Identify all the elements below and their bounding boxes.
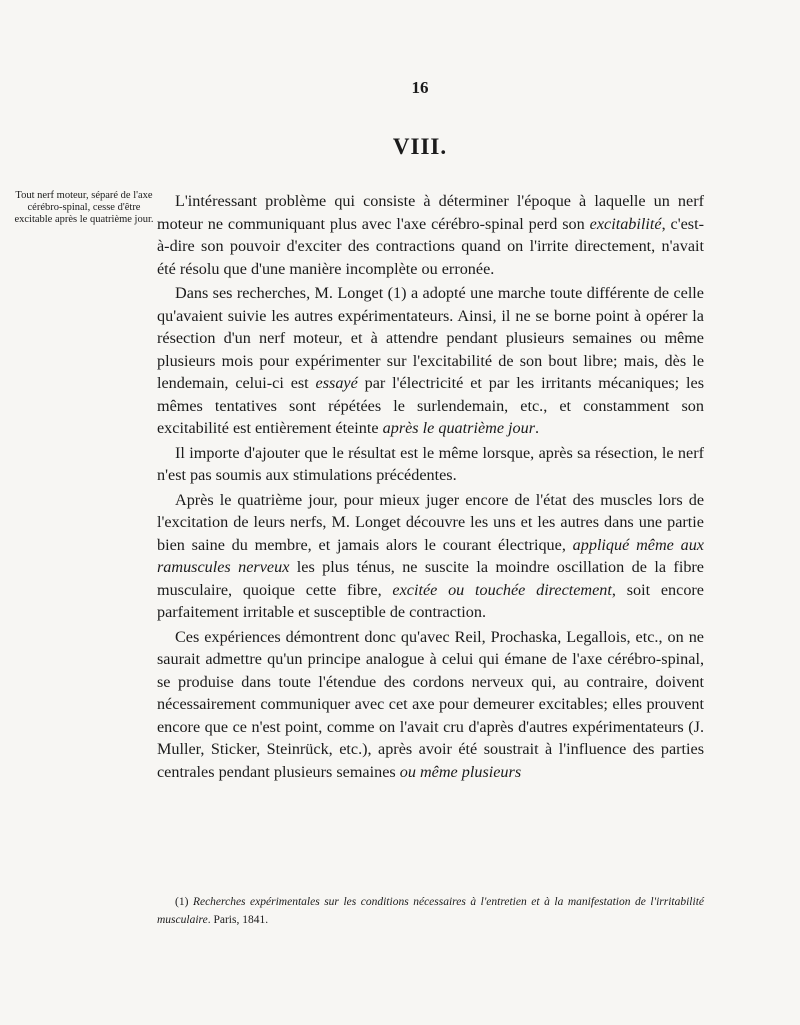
paragraph [157,626,704,784]
text-run: . [535,419,540,437]
italic-text: après le quatrième jour [382,419,536,437]
text-run: Après le quatrième jour, pour mieux juger encore de l'état des muscles lors de l'excitation de leurs nerfs, M. Longet découvre les uns et les autres dans une partie bien saine du membre, et jamais alors le courant électrique, [157,490,704,554]
paragraph [157,489,704,624]
section-title: VIII. [392,134,448,159]
italic-text: ou même plusieurs [399,762,522,781]
page-number: 16 [411,78,429,97]
text-run: Il importe d'ajouter que le résultat est le même lorsque, après sa résection, le nerf n'est pas soumis aux stimulations précédentes. [157,443,704,484]
paragraph [157,282,704,440]
text-run: . Paris, 1841. [207,914,269,926]
italic-text: appliqué même aux ramuscules nerveux [157,535,704,576]
text-run: L'intéressant problème qui consiste à déterminer l'époque à laquelle un nerf moteur ne communiquant plus avec l'axe cérébro-spinal perd son [157,192,704,233]
italic-text: excitabilité [589,214,662,233]
text-run: (1) [175,896,193,908]
text-run: les plus ténus, ne suscite la moindre oscillation de la fibre musculaire, quoique cette fibre, [157,558,704,599]
text-run: Ces expériences démontrent donc qu'avec Reil, Prochaska, Legallois, etc., on ne saurait admettre qu'un principe analogue à celui qui émane de l'axe cérébro-spinal, se produise dans toute l'étendue des cordons nerveux qui, au contraire, doivent nécessairement communiquer avec cet axe pour demeurer excitables; elles prouvent encore que ce n'est point, comme on l'avait cru d'après d'autres expérimentateurs (J. Muller, Sticker, Steinrück, etc.), après avoir été soustrait à l'influence des parties centrales pendant plusieurs semaines [157,627,704,781]
paragraph [157,442,704,487]
italic-text: excitée ou touchée directement [392,580,612,599]
margin-note: Tout nerf moteur, séparé de l'axe cérébro-spinal, cesse d'être excitable après le quatrième jour. [14,190,154,225]
text-run: , c'est-à-dire son pouvoir d'exciter des contractions quand on l'irrite directement, n'avait été résolu que d'une manière incomplète ou erronée. [157,214,704,278]
text-run: par l'électricité et par les irritants mécaniques; les mêmes tentatives sont répétées le surlendemain, etc., et constamment son excitabilité est entièrement éteinte [157,374,704,437]
footnote [157,893,704,929]
text-run: , soit encore parfaitement irritable et susceptible de contraction. [157,580,704,621]
italic-text: essayé [315,374,358,392]
italic-text: Recherches expérimentales sur les conditions nécessaires à l'entretien et à la manifestation de l'irritabilité musculaire [157,896,704,926]
text-run: Dans ses recherches, M. Longet (1) a adopté une marche toute différente de celle qu'avaient suivie les autres expérimentateurs. Ainsi, il ne se borne point à opérer la résection d'un nerf moteur, et à attendre pendant plusieurs semaines ou même plusieurs mois pour expérimenter sur l'excitabilité de son bout libre; mais, dès le lendemain, celui-ci est [157,284,704,392]
body-text [157,190,704,783]
paragraph [157,190,704,280]
